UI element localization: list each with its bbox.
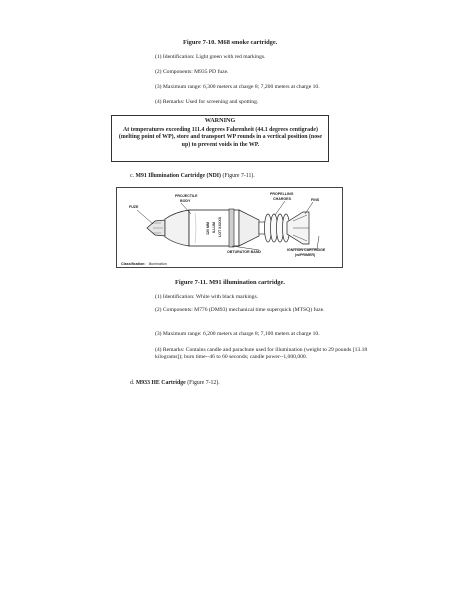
m91-remarks: (4) Remarks: Contains candle and parachute used for illumination (weight to 29 pounds [13.18 kilograms]); burn time--46 to 60 seconds; candle power--1,000,000.: [155, 347, 368, 361]
section-c-ref: (Figure 7-11).: [222, 173, 255, 179]
classification-label: Classification:: [121, 262, 146, 266]
section-d-title: M933 HE Cartridge: [135, 380, 186, 386]
figure-7-11-caption: Figure 7-11. M91 illumination cartridge.: [175, 279, 285, 286]
warning-text: At temperatures exceeding 111.4 degrees Fahrenheit (44.1 degrees centigrade) (melting point of WP), store and transport WP rounds in a vertical position (nose up) to prevent voids in the WP.: [118, 127, 323, 148]
m91-cartridge-figure: [116, 187, 343, 268]
classification-value: Illumination: [148, 262, 167, 266]
body-text-1: 120 MM: [206, 222, 210, 235]
body-text-3: LOT XXXXX: [218, 216, 222, 237]
m68-identification: (1) Identification: Light green with red markings.: [155, 54, 266, 60]
ogive-shape: [165, 210, 189, 246]
m68-max-range: (3) Maximum range: 6,300 meters at charge 8; 7,200 meters at charge 10.: [155, 84, 320, 90]
label-ignition-1: IGNITION CARTRIDGE: [287, 248, 326, 252]
m68-components: (2) Components: M935 PD fuze.: [155, 69, 229, 75]
section-c-title: M91 Illumination Cartridge (NDI): [135, 173, 221, 179]
label-propelling-1: PROPELLING: [270, 192, 294, 196]
label-projectile-1: PROJECTILE: [175, 194, 198, 198]
label-projectile-2: BODY: [180, 199, 191, 203]
classification-line: [121, 262, 167, 266]
m91-max-range: (3) Maximum range: 6,200 meters at charge 8; 7,100 meters at charge 10.: [155, 331, 320, 337]
m91-identification: (1) Identification: White with black markings.: [155, 294, 259, 300]
label-propelling-2: CHARGES: [273, 197, 291, 201]
section-d-heading: [130, 380, 220, 386]
label-ignition-2: (w/PRIMER): [295, 253, 316, 257]
section-c-prefix: c.: [130, 173, 135, 179]
warning-box: [111, 115, 329, 162]
m91-cartridge-drawing: [117, 188, 344, 269]
body-text-2: ILLUM: [212, 222, 216, 233]
section-d-prefix: d.: [130, 380, 135, 386]
label-obturator: OBTURATOR BAND: [227, 250, 262, 254]
warning-title: WARNING: [204, 117, 236, 124]
m91-components: (2) Components: M776 (DM93) mechanical time superquick (MTSQ) fuze.: [155, 307, 325, 313]
label-fins: FINS: [311, 198, 320, 202]
m68-remarks: (4) Remarks: Used for screening and spotting.: [155, 99, 259, 105]
figure-7-10-caption: Figure 7-10. M68 smoke cartridge.: [183, 39, 278, 46]
label-fuze: FUZE: [129, 205, 139, 209]
section-c-heading: [130, 173, 255, 179]
boattail-shape: [239, 210, 259, 246]
obturator-band-shape: [229, 209, 234, 247]
section-d-ref: (Figure 7-12).: [187, 380, 220, 386]
